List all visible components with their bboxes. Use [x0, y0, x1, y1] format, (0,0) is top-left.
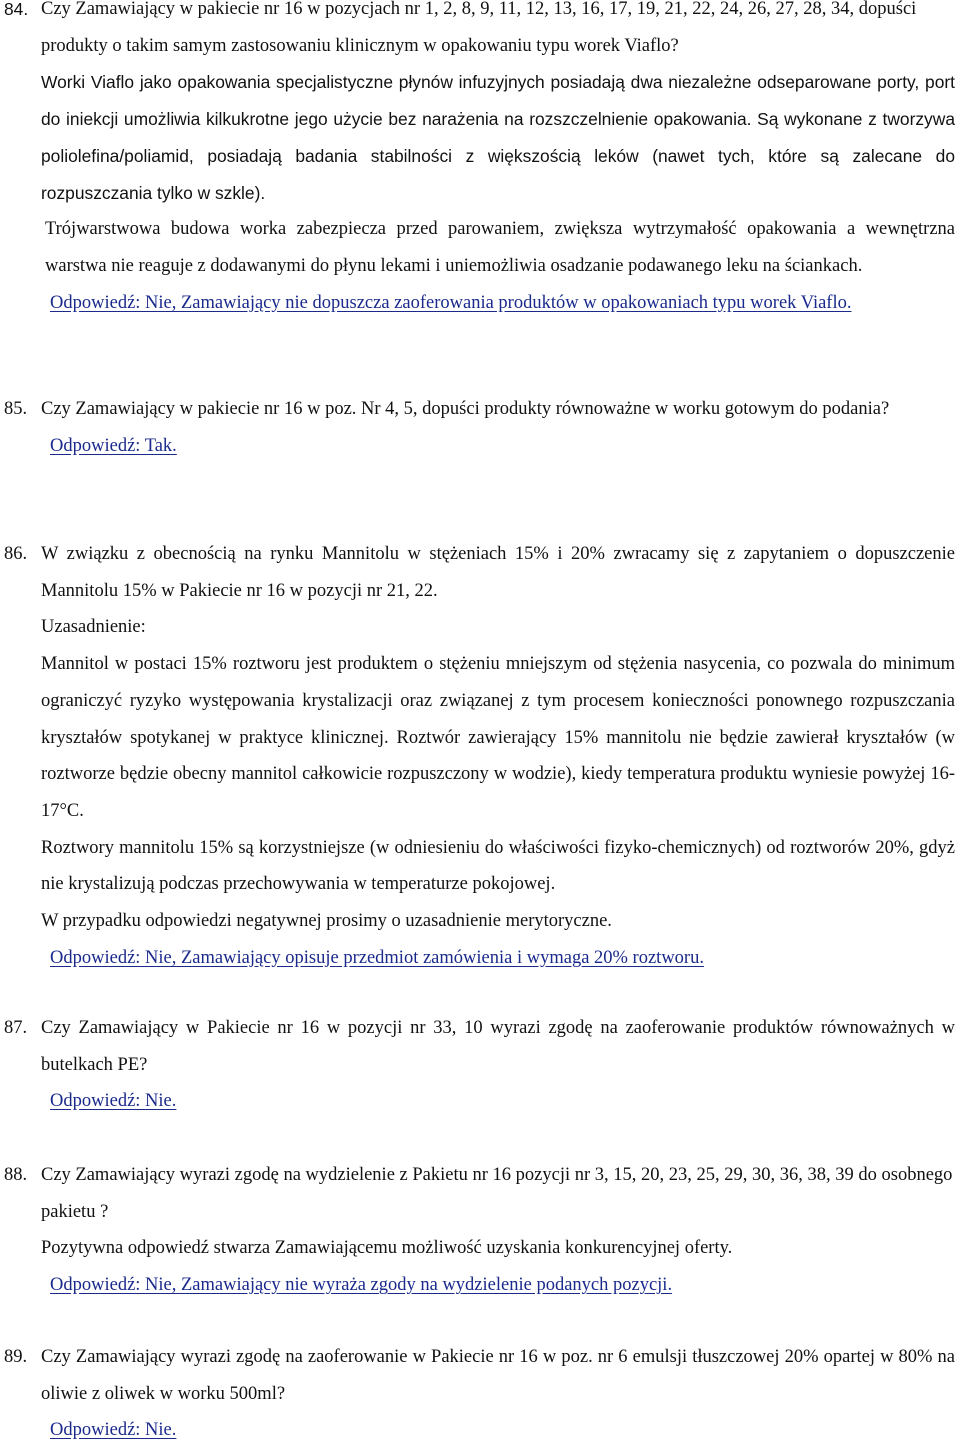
- question-item-85: [0, 391, 960, 464]
- answer-text: Odpowiedź: Tak.: [50, 435, 177, 456]
- question-number: 88.: [4, 1165, 28, 1185]
- question-text: W związku z obecnością na rynku Mannitolu w stężeniach 15% i 20% zwracamy się z zapytaniem o dopuszczenie Mannitolu 15% w Pakiecie nr 16 w pozycji nr 21, 22.: [41, 544, 955, 601]
- answer-text: Odpowiedź: Nie, Zamawiający nie dopuszcza zaoferowania produktów w opakowaniach typu worek Viaflo.: [50, 292, 852, 313]
- question-text: Czy Zamawiający wyrazi zgodę na wydzielenie z Pakietu nr 16 pozycji nr 3, 15, 20, 23, 25, 29, 30, 36, 38, 39 do osobnego pakietu ?: [41, 1165, 953, 1222]
- question-text: Czy Zamawiający w pakiecie nr 16 w poz. Nr 4, 5, dopuści produkty równoważne w worku gotowym do podania?: [41, 399, 890, 419]
- justification-paragraph: Pozytywna odpowiedź stwarza Zamawiającemu możliwość uzyskania konkurencyjnej oferty.: [41, 1238, 733, 1259]
- question-number: 87.: [4, 1018, 28, 1038]
- justification-paragraph: Roztwory mannitolu 15% są korzystniejsze (w odniesieniu do właściwości fizyko-chemicznych) od roztworów 20%, gdyż nie krystalizują podczas przechowywania w temperaturze pokojowej.: [41, 837, 955, 895]
- question-item-84: [0, 0, 960, 321]
- justification-paragraph: W przypadku odpowiedzi negatywnej prosimy o uzasadnienie merytoryczne.: [41, 911, 612, 932]
- question-number: 85.: [4, 399, 28, 419]
- justification-paragraph: Worki Viaflo jako opakowania specjalistyczne płynów infuzyjnych posiadają dwa niezależne odseparowane porty, port do iniekcji umożliwia kilkukrotne jego użycie bez narażenia na rozszczelnienie opakowania. Są wykonane z tworzywa poliolefina/poliamid, posiadają badania stabilności z większością leków (nawet tych, które są zalecane do rozpuszczania tylko w szkle).: [41, 72, 955, 203]
- answer-text: Odpowiedź: Nie.: [50, 1420, 177, 1441]
- answer-text: Odpowiedź: Nie, Zamawiający nie wyraża zgody na wydzielenie podanych pozycji.: [50, 1275, 673, 1296]
- justification-paragraph: Trójwarstwowa budowa worka zabezpiecza przed parowaniem, zwiększa wytrzymałość opakowania a wewnętrzna warstwa nie reaguje z dodawanymi do płynu lekami i uniemożliwia osadzanie podawanego leku na ściankach.: [45, 219, 955, 276]
- question-number: 86.: [4, 544, 28, 564]
- question-item-87: [0, 1010, 960, 1120]
- question-item-86: [0, 536, 960, 976]
- justification-heading: Uzasadnienie:: [41, 617, 146, 638]
- question-item-89: [0, 1339, 960, 1449]
- question-text: Czy Zamawiający wyrazi zgodę na zaoferowanie w Pakiecie nr 16 w poz. nr 6 emulsji tłuszczowej 20% opartej w 80% na oliwie z oliwek w worku 500ml?: [41, 1347, 955, 1404]
- question-number: 84.: [4, 0, 29, 19]
- question-number: 89.: [4, 1347, 28, 1367]
- question-item-88: [0, 1157, 960, 1304]
- answer-text: Odpowiedź: Nie, Zamawiający opisuje przedmiot zamówienia i wymaga 20% roztworu.: [50, 947, 704, 968]
- answer-text: Odpowiedź: Nie.: [50, 1091, 177, 1112]
- question-text: Czy Zamawiający w Pakiecie nr 16 w pozycji nr 33, 10 wyrazi zgodę na zaoferowanie produktów równoważnych w butelkach PE?: [41, 1018, 955, 1075]
- justification-paragraph: Mannitol w postaci 15% roztworu jest produktem o stężeniu mniejszym od stężenia nasycenia, co pozwala do minimum ograniczyć ryzyko występowania krystalizacji oraz związanej z tym procesem konieczności ponownego rozpuszczania kryształów spotykanej w praktyce klinicznej. Roztwór zawierający 15% mannitolu nie będzie zawierał kryształów (w roztworze będzie obecny mannitol całkowicie rozpuszczony w wodzie), kiedy temperatura produktu wyniesie powyżej 16-17°C.: [41, 654, 955, 821]
- question-text: Czy Zamawiający w pakiecie nr 16 w pozycjach nr 1, 2, 8, 9, 11, 12, 13, 16, 17, 19, 21, 22, 24, 26, 27, 28, 34, dopuści produkty o takim samym zastosowaniu klinicznym w opakowaniu typu worek Viaflo?: [41, 0, 917, 56]
